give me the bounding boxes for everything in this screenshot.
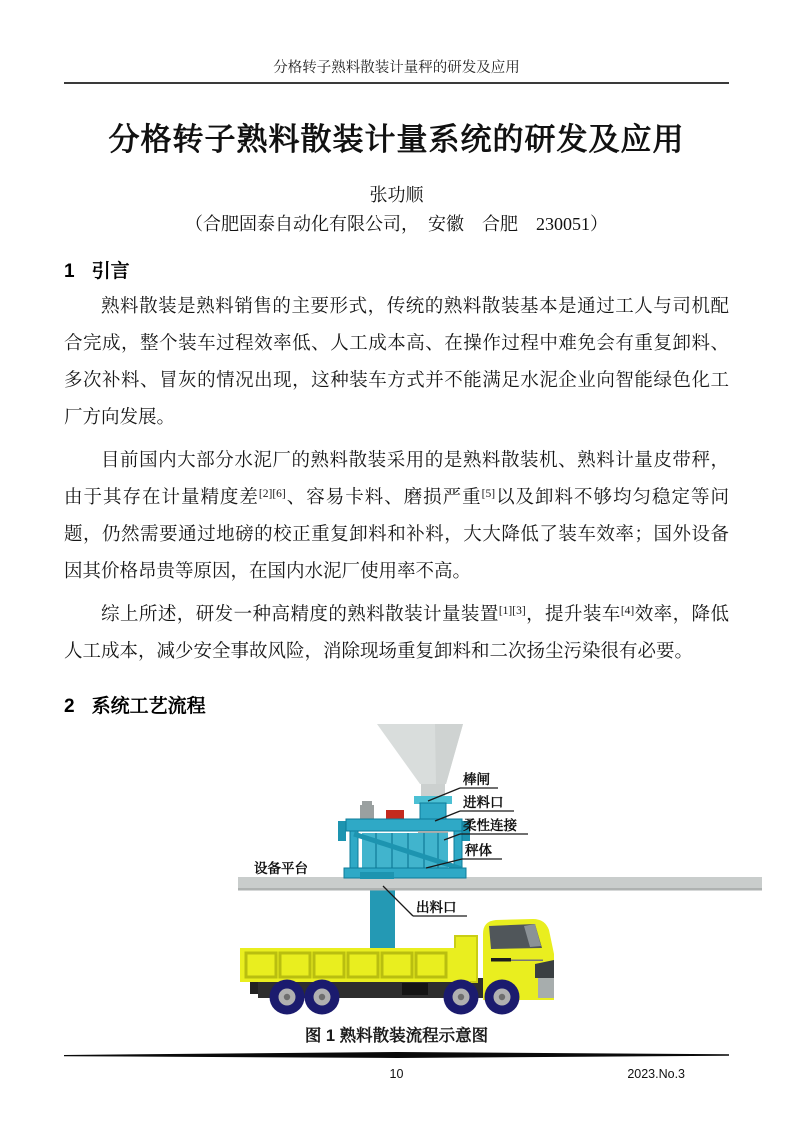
label-bar-gate: 棒闸 [463, 772, 490, 787]
issue-number: 2023.No.3 [627, 1067, 685, 1081]
footer-rule [64, 1052, 729, 1059]
paragraph-3-run: 效率，降低人工成本，减少安全事故风险，消除现场重复卸料和二次扬尘污染很有必要。 [64, 605, 729, 662]
dump-truck [240, 919, 554, 1015]
section-1-number: 1 [64, 261, 75, 282]
paragraph-1-text: 熟料散装是熟料销售的主要形式，传统的熟料散装基本是通过工人与司机配合完成，整个装车过程效率低、人工成本高、在操作过程中难免会有重复卸料、多次补料、冒灰的情况出现，这种装车方式并不能满足水泥企业向智能绿色化工厂方向发展。 [64, 297, 729, 428]
label-scale-body: 秤体 [465, 843, 492, 858]
paragraph-1 [64, 289, 729, 437]
running-header [64, 0, 729, 84]
paragraph-2-run: 、容易卡料、磨损严重 [285, 488, 482, 508]
label-platform: 设备平台 [254, 861, 308, 876]
equipment-platform [238, 877, 762, 891]
section-2-title: 系统工艺流程 [91, 696, 206, 717]
page-number: 10 [389, 1067, 404, 1081]
citation-ref: [4] [620, 605, 635, 617]
chassis-toolbox [402, 983, 428, 995]
hopper-funnel [377, 724, 463, 798]
section-2-number: 2 [64, 696, 75, 717]
outlet-flange [360, 872, 394, 879]
label-flexible-connection: 柔性连接 [463, 818, 517, 833]
process-flow-diagram [230, 720, 770, 1016]
citation-ref: [1][3] [498, 605, 526, 617]
citation-ref: [5] [481, 488, 496, 500]
paragraph-2 [64, 443, 729, 591]
truck-bed [240, 936, 477, 982]
paragraph-2-run: 以及卸料不够均匀稳定等问题，仍然需要通过地磅的校正重复卸料和补料，大大降低了装车效率；国外设备因其价格昂贵等原因，在国内水泥厂使用率不高。 [64, 488, 729, 582]
page-title: 分格转子熟料散装计量系统的研发及应用 [108, 122, 685, 157]
section-2-heading [64, 691, 729, 718]
running-header-text: 分格转子熟料散装计量秤的研发及应用 [64, 56, 729, 84]
paragraph-3 [64, 597, 729, 671]
discharge-chute [370, 890, 395, 952]
citation-ref: [2][6] [258, 488, 286, 500]
label-inlet: 进料口 [463, 795, 504, 810]
section-1-heading [64, 256, 729, 283]
cab-bumper [538, 978, 554, 998]
section-1-title: 引言 [91, 261, 130, 282]
author-affiliation: （合肥固泰自动化有限公司， 安徽 合肥 230051） [185, 214, 608, 234]
paragraph-3-run: ，提升装车 [525, 605, 621, 625]
figure-1 [64, 720, 729, 1046]
paragraph-2-run: 目前国内大部分水泥厂的熟料散装采用的是熟料散装机、熟料计量皮带秤，由于其存在计量精度差 [64, 451, 729, 508]
paragraph-3-run: 综上所述，研发一种高精度的熟料散装计量装置 [101, 605, 499, 625]
figure-caption: 图 1 熟料散装流程示意图 [304, 1027, 489, 1045]
author-name: 张功顺 [369, 185, 424, 205]
page-footer [64, 1046, 729, 1081]
label-outlet: 出料口 [416, 900, 457, 915]
